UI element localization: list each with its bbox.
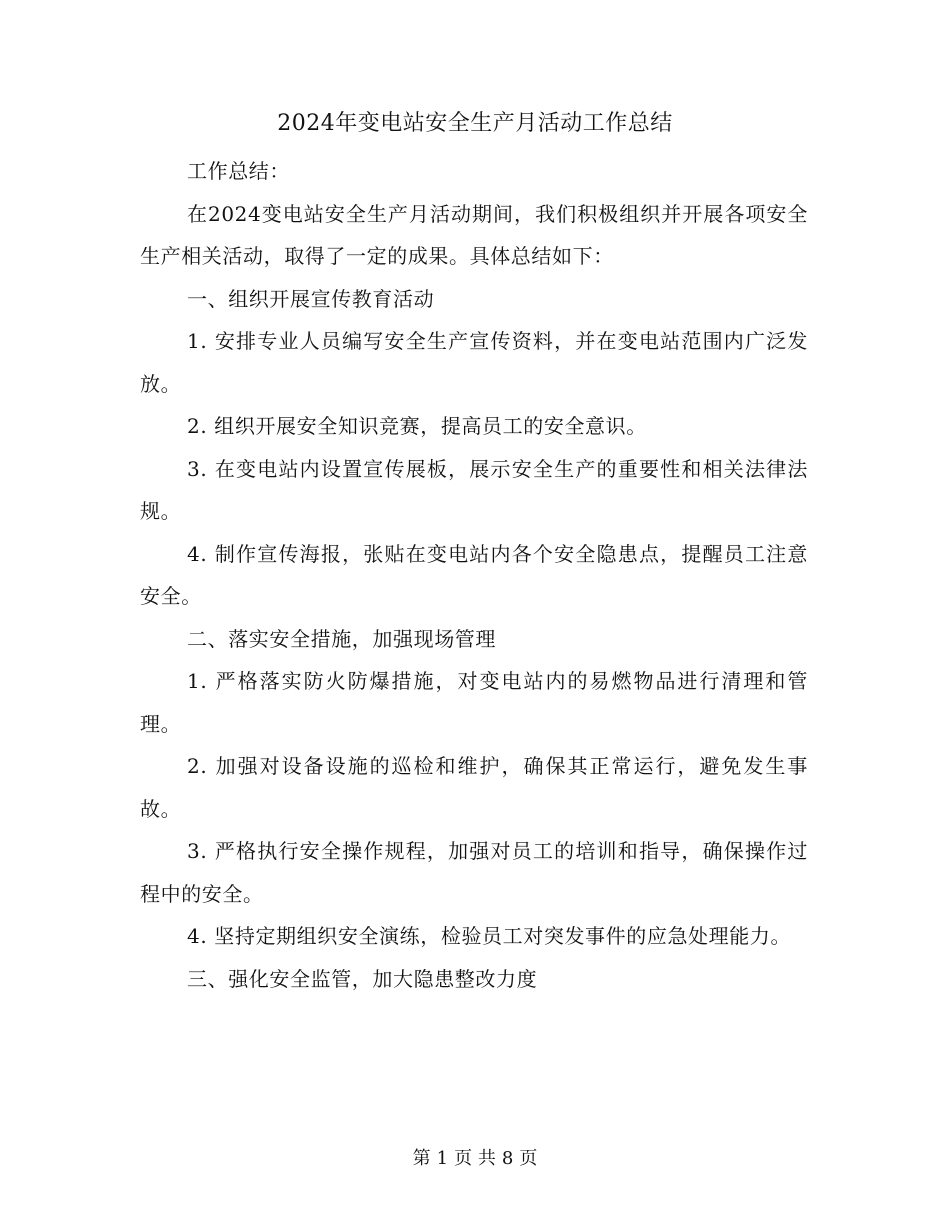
list-item: 4. 坚持定期组织安全演练，检验员工对突发事件的应急处理能力。: [187, 924, 792, 948]
list-item: 2. 加强对设备设施的巡检和维护，确保其正常运行，避免发生事故。: [140, 754, 808, 821]
list-item: 1. 安排专业人员编写安全生产宣传资料，并在变电站范围内广泛发放。: [140, 329, 808, 396]
list-item: 4. 制作宣传海报，张贴在变电站内各个安全隐患点，提醒员工注意安全。: [140, 541, 808, 608]
list-item: 3. 在变电站内设置宣传展板，展示安全生产的重要性和相关法律法规。: [140, 456, 808, 523]
page-footer: [0, 1144, 950, 1174]
footer-page-number: 1: [436, 1148, 449, 1169]
paragraph-intro: 在2024变电站安全生产月活动期间，我们积极组织并开展各项安全生产相关活动，取得了一定的成果。具体总结如下：: [140, 201, 808, 268]
section-heading-2: 二、落实安全措施，加强现场管理: [187, 626, 496, 651]
section-heading-3: 三、强化安全监管，加大隐患整改力度: [187, 966, 538, 991]
list-item: 3. 严格执行安全操作规程，加强对员工的培训和指导，确保操作过程中的安全。: [140, 839, 808, 906]
paragraph-label: 工作总结：: [187, 159, 290, 183]
footer-prefix: 第: [412, 1148, 431, 1169]
footer-middle: 页 共: [454, 1148, 496, 1169]
document-body: [140, 150, 808, 1000]
footer-total-pages: 8: [501, 1148, 514, 1169]
list-item: 1. 严格落实防火防爆措施，对变电站内的易燃物品进行清理和管理。: [140, 669, 808, 736]
section-heading-1: 一、组织开展宣传教育活动: [187, 286, 435, 311]
list-item: 2. 组织开展安全知识竞赛，提高员工的安全意识。: [187, 414, 647, 438]
document-title: 2024年变电站安全生产月活动工作总结: [277, 111, 673, 136]
footer-suffix: 页: [519, 1148, 538, 1169]
